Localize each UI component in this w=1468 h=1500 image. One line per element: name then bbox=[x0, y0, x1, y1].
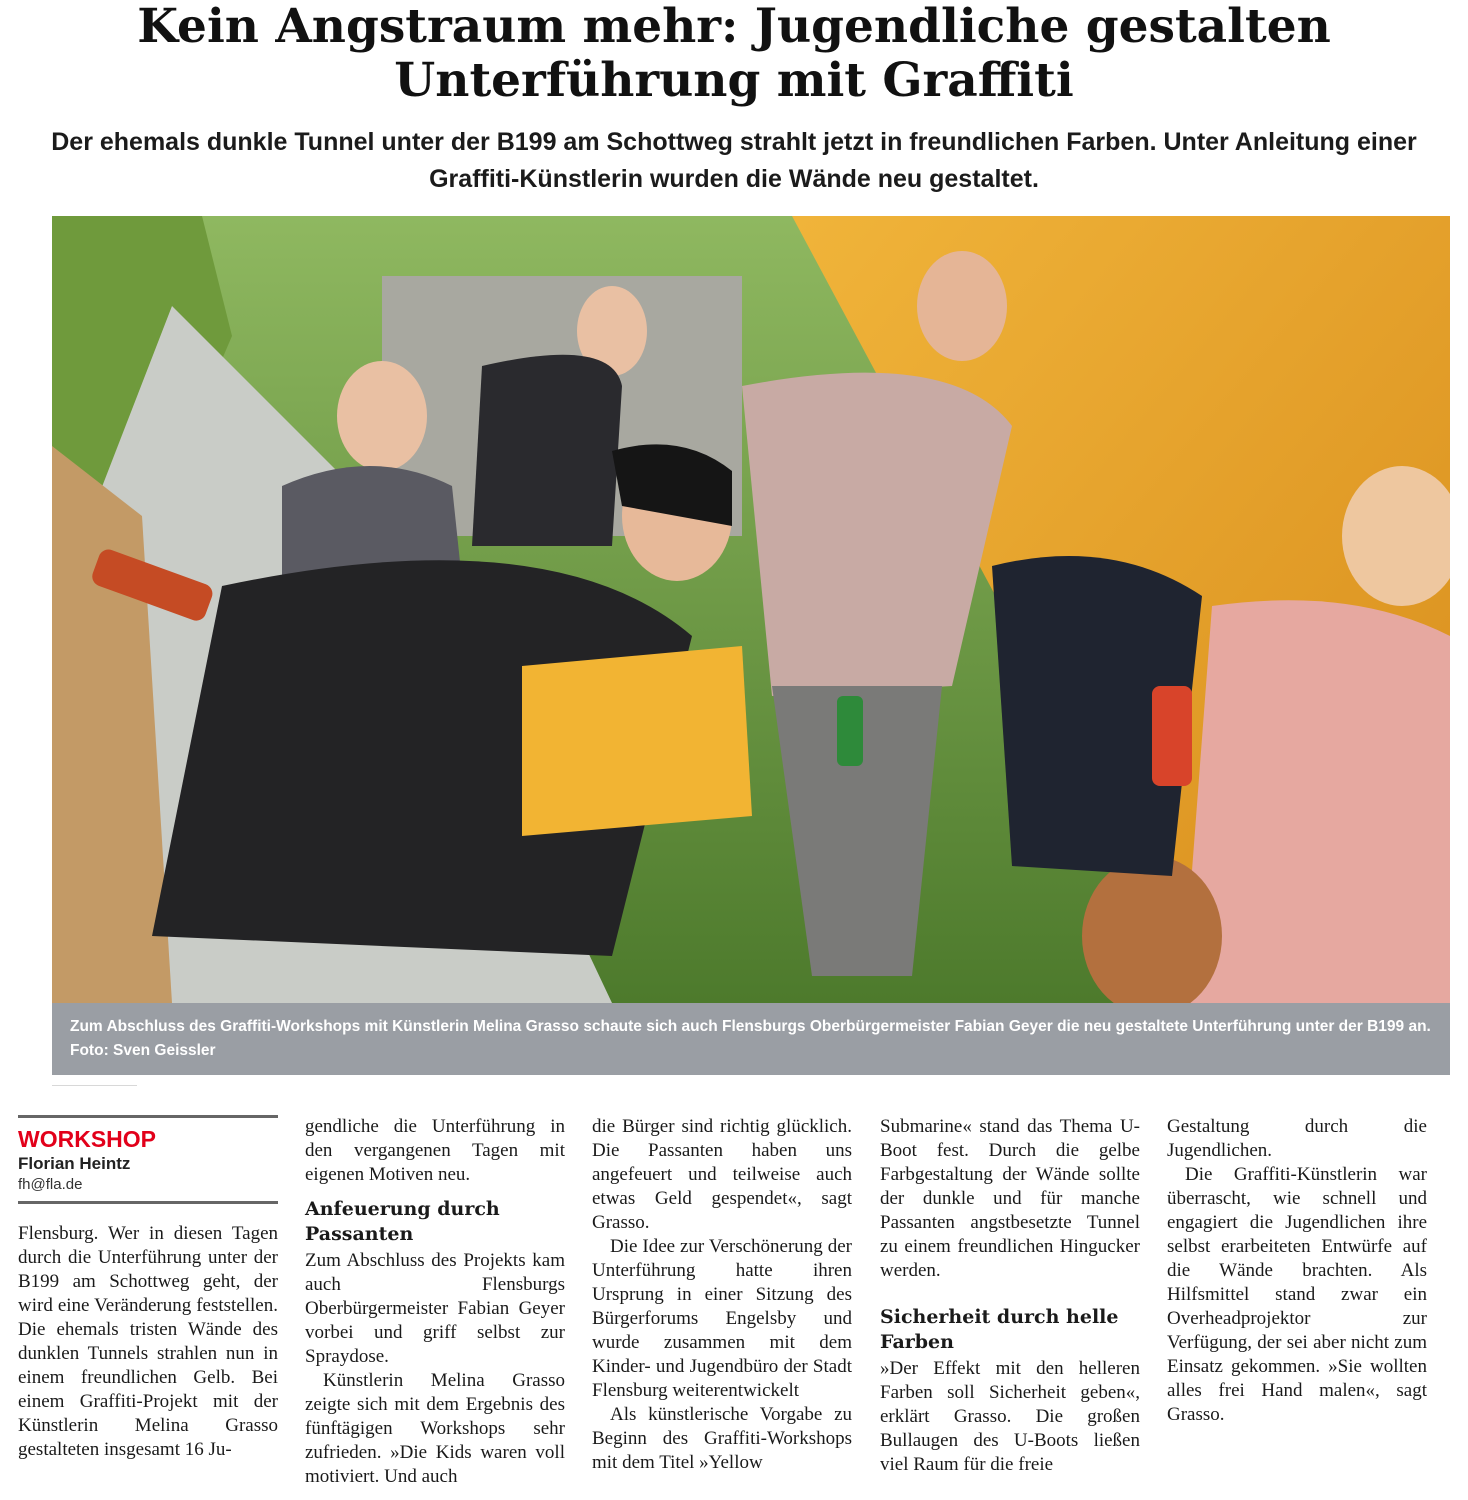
paragraph: Flensburg. Wer in diesen Tagen durch die Unterführung unter der B199 am Schottweg geht, der wird eine Veränderung feststellen. Die ehemals tristen Wände des dunklen Tunnels strahlen nun in einem freundlichen Gelb. Bei einem Graffiti-Projekt mit der Künstlerin Melina Grasso gestalteten insgesamt 16 Ju- bbox=[18, 1223, 278, 1460]
paragraph: »Der Effekt mit den helleren Farben soll Sicherheit geben«, erklärt Grasso. Die großen Bullaugen des U-Boots ließen viel Raum für die freie bbox=[880, 1358, 1140, 1475]
subheading: Sicherheit durch helle Farben bbox=[880, 1306, 1119, 1353]
column-5 bbox=[1167, 1115, 1427, 1427]
headline bbox=[0, 0, 1468, 108]
subheading: Anfeuerung durch Passanten bbox=[305, 1198, 500, 1245]
column-1 bbox=[18, 1115, 278, 1462]
divider bbox=[52, 1085, 137, 1086]
column-3 bbox=[592, 1115, 852, 1475]
author-name: Florian Heintz bbox=[18, 1154, 131, 1173]
paragraph: Künstlerin Melina Grasso zeigte sich mit dem Ergebnis des fünftägigen Workshops sehr zufrieden. »Die Kids waren voll motiviert. Und auch bbox=[305, 1370, 565, 1487]
subheadline: Der ehemals dunkle Tunnel unter der B199 am Schottweg strahlt jetzt in freundlichen Farben. Unter Anleitung einer Graffiti-Künstlerin wurden die Wände neu gestaltet. bbox=[51, 128, 1417, 193]
headline-line-2: Unterführung mit Graffiti bbox=[394, 53, 1074, 108]
author-email: fh@fla.de bbox=[18, 1176, 83, 1193]
paragraph: Zum Abschluss des Projekts kam auch Flensburgs Oberbürgermeister Fabian Geyer vorbei und griff selbst zur Spraydose. bbox=[305, 1250, 565, 1367]
paragraph: Als künstlerische Vorgabe zu Beginn des Graffiti-Workshops mit dem Titel »Yellow bbox=[592, 1404, 852, 1473]
byline bbox=[18, 1115, 278, 1204]
kicker: WORKSHOP bbox=[18, 1126, 156, 1152]
photo-caption: Zum Abschluss des Graffiti-Workshops mit Künstlerin Melina Grasso schaute sich auch Flensburgs Oberbürgermeister Fabian Geyer die neu gestaltete Unterführung unter der B199 an. Foto: Sven Geissler bbox=[52, 1003, 1450, 1075]
paragraph: die Bürger sind richtig glücklich. Die Passanten haben uns angefeuert und teilweise auch etwas Geld gespendet«, sagt Grasso. bbox=[592, 1116, 852, 1233]
paragraph: Submarine« stand das Thema U-Boot fest. Durch die gelbe Farbgestaltung der Wände sollte der dunkle und für manche Passanten angstbesetzte Tunnel zu einem freundlichen Hingucker werden. bbox=[880, 1116, 1140, 1281]
column-2 bbox=[305, 1115, 565, 1489]
article-photo bbox=[52, 216, 1450, 1003]
headline-line-1: Kein Angstraum mehr: Jugendliche gestalten bbox=[137, 0, 1331, 54]
paragraph: Die Idee zur Verschönerung der Unterführung hatte ihren Ursprung in einer Sitzung des Bürgerforums Engelsby und wurde zusammen mit dem Kinder- und Jugendbüro der Stadt Flensburg weiterentwickelt bbox=[592, 1236, 852, 1401]
paragraph: Die Graffiti-Künstlerin war überrascht, wie schnell und engagiert die Jugendlichen ihre selbst erarbeiteten Entwürfe auf die Wände brachten. Als Hilfsmittel stand zwar ein Overheadprojektor zur Verfügung, der sei aber nicht zum Einsatz gekommen. »Sie wollten alles frei Hand malen«, sagt Grasso. bbox=[1167, 1164, 1427, 1425]
paragraph: gendliche die Unterführung in den vergangenen Tagen mit eigenen Motiven neu. bbox=[305, 1116, 565, 1185]
column-4 bbox=[880, 1115, 1140, 1477]
paragraph: Gestaltung durch die Jugendlichen. bbox=[1167, 1116, 1427, 1161]
